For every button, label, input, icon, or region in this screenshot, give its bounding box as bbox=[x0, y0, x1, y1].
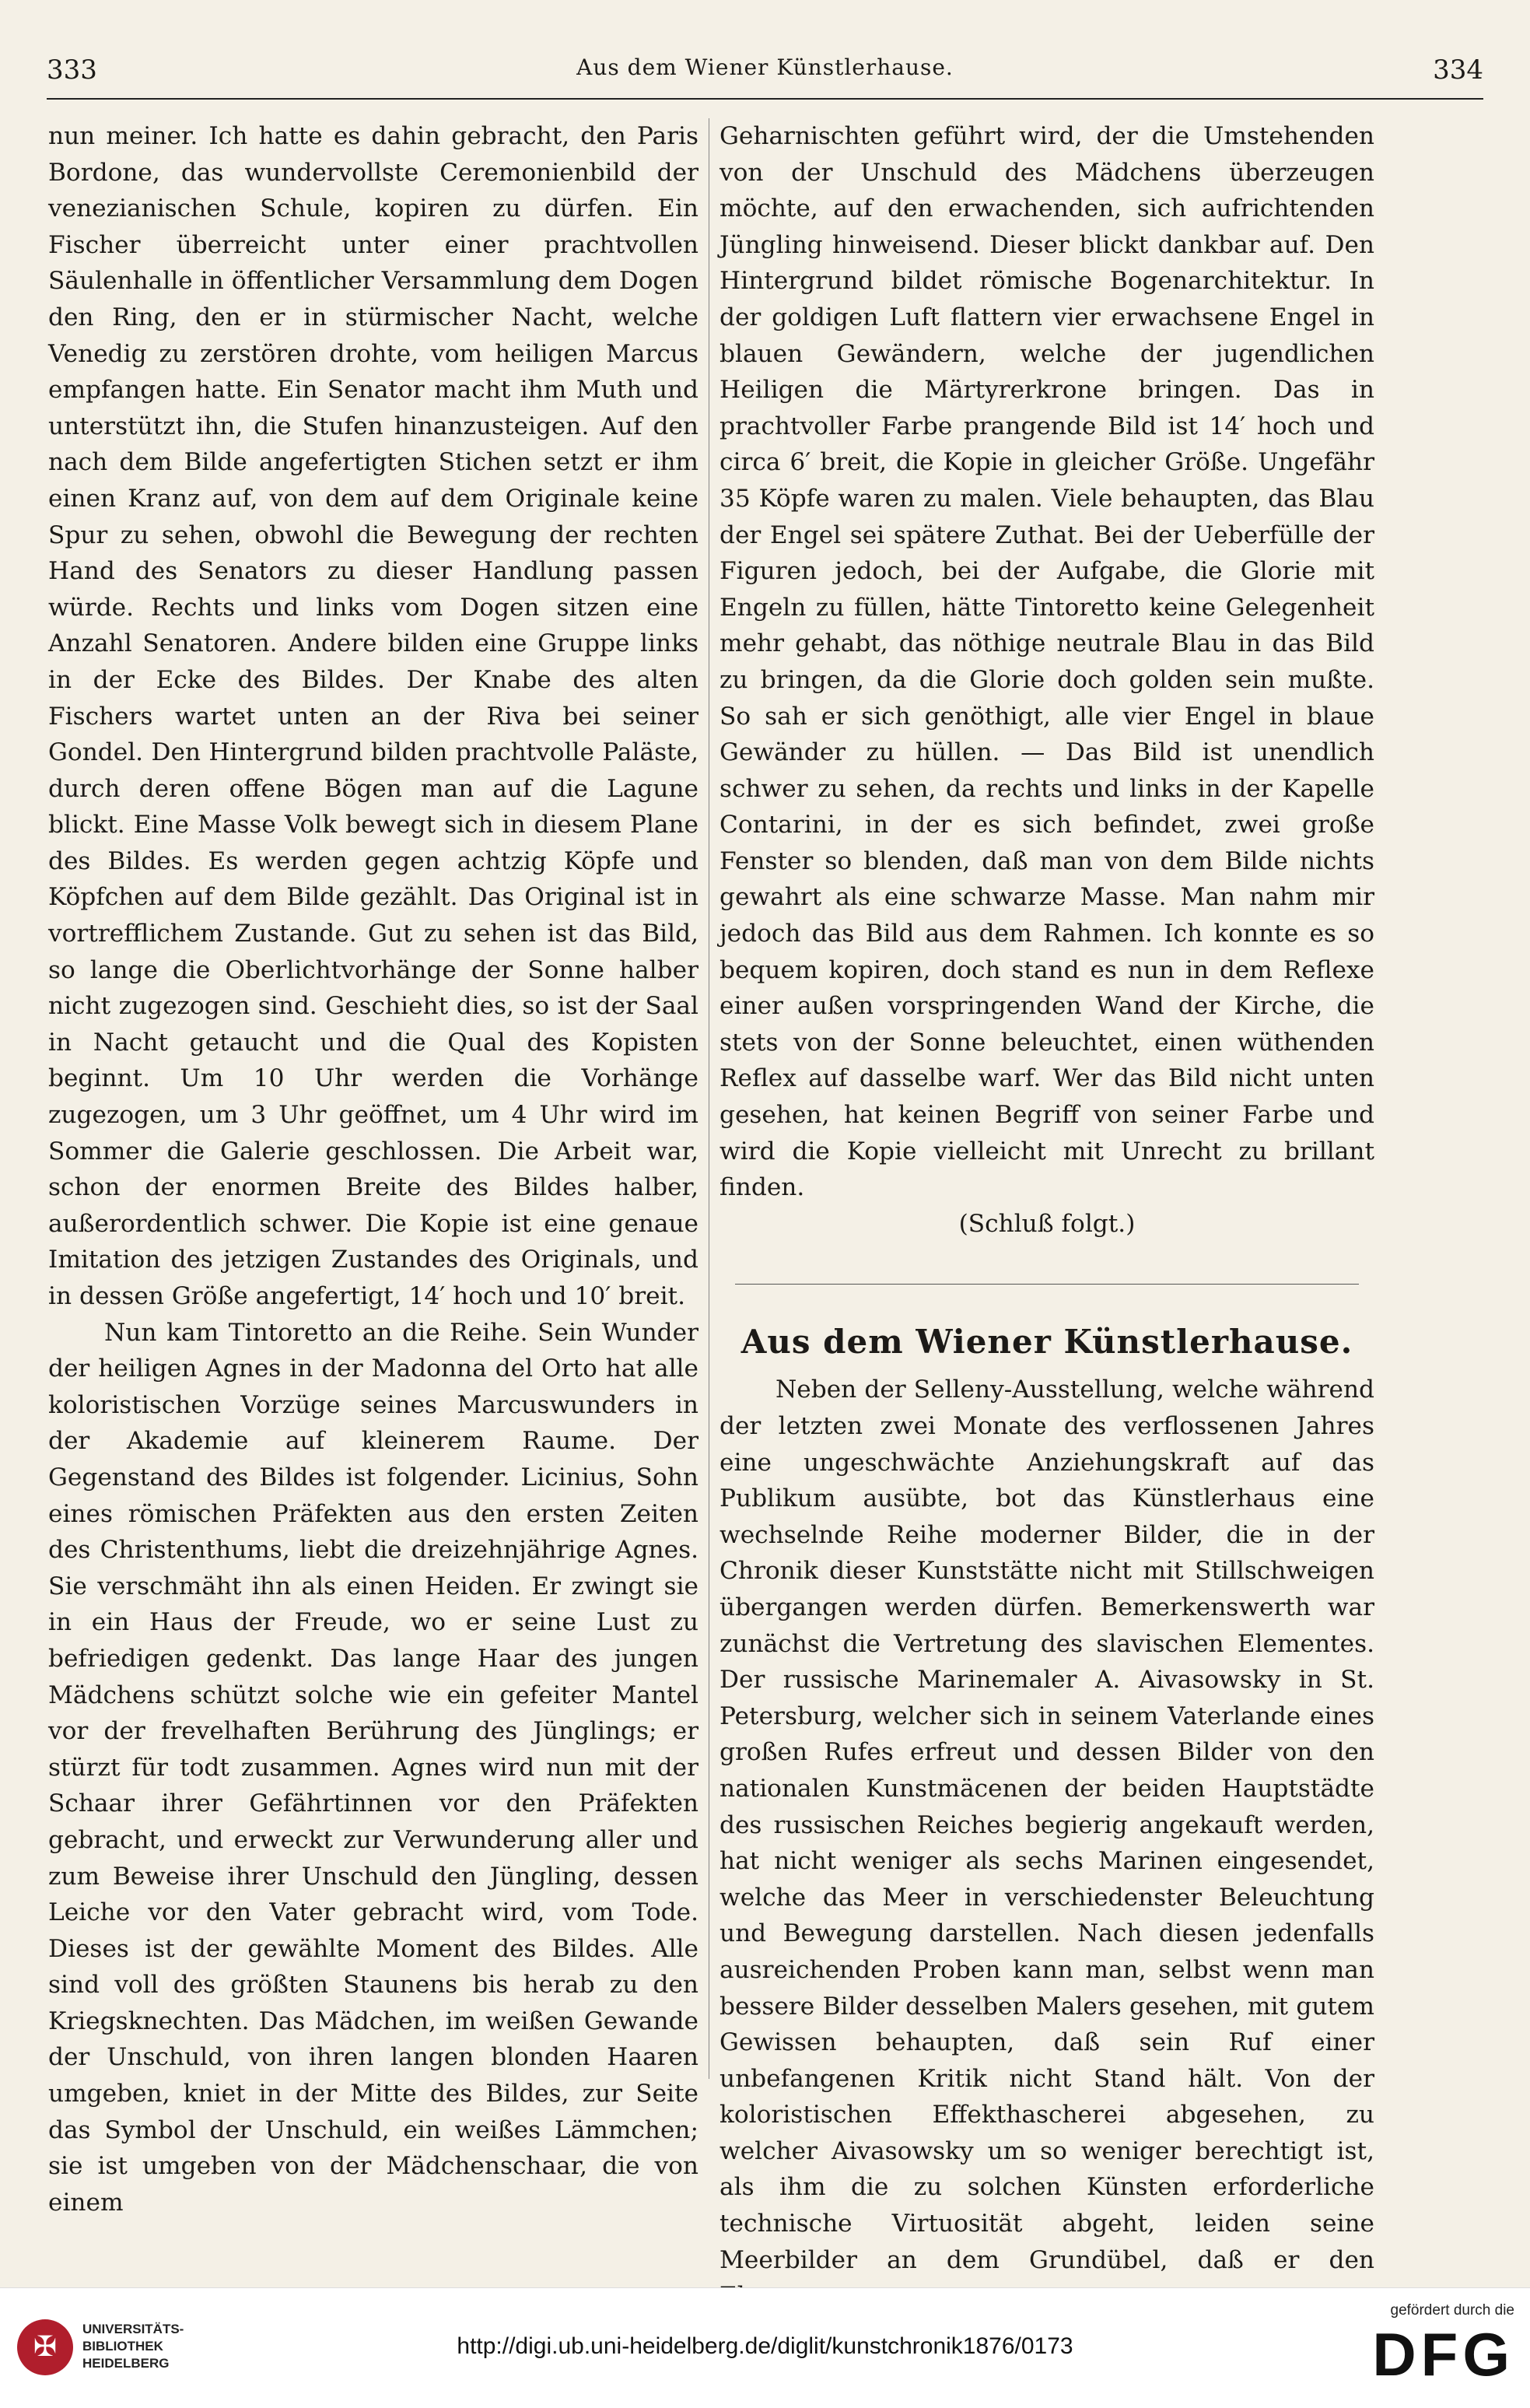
paragraph: Nun kam Tintoretto an die Reihe. Sein Wunder der heiligen Agnes in der Madonna del Orto hat alle koloristischen Vorzüge seines Marcuswunders in der Akademie auf kleinerem Raume. Der Gegenstand des Bildes ist folgender. Licinius, Sohn eines römischen Präfekten aus den ersten Zeiten des Christenthums, liebt die dreizehnjährige Agnes. Sie verschmäht ihn als einen Heiden. Er zwingt sie in ein Haus der Freude, wo er seine Lust zu befriedigen gedenkt. Das lange Haar des jungen Mädchens schützt solche wie ein gefeiter Mantel vor der frevelhaften Berührung des Jünglings; er stürzt für todt zusammen. Agnes wird nun mit der Schaar ihrer Gefährtinnen vor den Präfekten gebracht, und erweckt zur Verwunderung aller und zum Beweise ihrer Unschuld den Jüngling, dessen Leiche vor den Vater gebracht wird, vom Tode. Dieses ist der gewählte Moment des Bildes. Alle sind voll des größten Staunens bis herab zu den Kriegsknechten. Das Mädchen, im weißen Gewande der Unschuld, von ihren langen blonden Haaren umgeben, kniet in der Mitte des Bildes, zur Seite das Symbol der Unschuld, ein weißes Lämmchen; sie ist umgeben von der Mädchenschaar, die von einem bbox=[48, 1318, 698, 2217]
dfg-logo[interactable]: DFG bbox=[1372, 2320, 1514, 2389]
funder bbox=[1351, 2302, 1514, 2389]
source-url[interactable]: http://digi.ub.uni-heidelberg.de/diglit/kunstchronik1876/0173 bbox=[457, 2333, 1073, 2359]
page-number-left: 333 bbox=[47, 54, 97, 86]
funding-note: gefördert durch die bbox=[1390, 2302, 1514, 2319]
library-seal-icon: ✠ bbox=[17, 2319, 73, 2375]
closing-note: (Schluß folgt.) bbox=[958, 1209, 1136, 1238]
paragraph: nun meiner. Ich hatte es dahin gebracht, den Paris Bordone, das wundervollste Ceremonienbild der venezianischen Schule, kopiren zu dürfen. Ein Fischer überreicht unter einer prachtvollen Säulenhalle in öffentlicher Versammlung dem Dogen den Ring, den er in stürmischer Nacht, welche Venedig zu zerstören drohte, vom heiligen Marcus empfangen hatte. Ein Senator macht ihm Muth und unterstützt ihn, die Stufen hinanzusteigen. Auf den nach dem Bilde angefertigten Stichen setzt er ihm einen Kranz auf, von dem auf dem Originale keine Spur zu sehen, obwohl die Bewegung der rechten Hand des Senators zu dieser Handlung passen würde. Rechts und links vom Dogen sitzen eine Anzahl Senatoren. Andere bilden eine Gruppe links in der Ecke des Bildes. Der Knabe des alten Fischers wartet unten an der Riva bei seiner Gondel. Den Hintergrund bilden prachtvolle Paläste, durch deren offene Bögen man auf die Lagune blickt. Eine Masse Volk bewegt sich in diesem Plane des Bildes. Es werden gegen achtzig Köpfe und Köpfchen auf dem Bilde gezählt. Das Original ist in vortrefflichem Zustande. Gut zu sehen ist das Bild, so lange die Oberlichtvorhänge der Sonne halber nicht zugezogen sind. Geschieht dies, so ist der Saal in Nacht getaucht und die Qual des Kopisten beginnt. Um 10 Uhr werden die Vorhänge zugezogen, um 3 Uhr geöffnet, um 4 Uhr wird im Sommer die Galerie geschlossen. Die Arbeit war, schon der enormen Breite des Bildes halber, außerordentlich schwer. Die Kopie ist eine genaue Imitation des jetzigen Zustandes des Originals, und in dessen Größe angefertigt, 14′ hoch und 10′ breit. bbox=[48, 122, 698, 1310]
left-column bbox=[48, 118, 698, 2217]
library-name: UNIVERSITÄTS- BIBLIOTHEK HEIDELBERG bbox=[82, 2322, 184, 2371]
right-column bbox=[719, 118, 1374, 2274]
paragraph: Neben der Selleny-Ausstellung, welche während der letzten zwei Monate des verflossenen Jahres eine ungeschwächte Anziehungskraft auf das Publikum ausübte, bot das Künstlerhaus eine wechselnde Reihe moderner Bilder, die in der Chronik dieser Kunststätte nicht mit Stillschweigen übergangen werden dürfen. Bemerkenswerth war zunächst die Vertretung des slavischen Elementes. Der russische Marinemaler A. Aivasowsky in St. Petersburg, welcher sich in seinem Vaterlande eines großen Rufes erfreut und dessen Bilder von den nationalen Kunstmäcenen der beiden Hauptstädte des russischen Reiches begierig angekauft werden, hat nicht weniger als sechs Marinen eingesendet, welche das Meer in verschiedenster Beleuchtung und Bewegung darstellen. Nach diesen jedenfalls ausreichenden Proben kann man, selbst wenn man bessere Bilder desselben Malers gesehen, mit gutem Gewissen behaupten, daß sein Ruf einer unbefangenen Kritik nicht Stand hält. Von der koloristischen Effekthascherei abgesehen, zu welcher Aivasowsky um so weniger berechtigt ist, als ihm die zu solchen Künsten erforderliche technische Virtuosität abgeht, leiden seine Meerbilder an dem Grundübel, daß er den bbox=[719, 1376, 1374, 2274]
page-number-right: 334 bbox=[1433, 54, 1483, 86]
running-header bbox=[47, 54, 1483, 101]
running-title: Aus dem Wiener Künstlerhause. bbox=[576, 54, 954, 80]
viewer-footer bbox=[0, 2287, 1530, 2408]
article-title: Aus dem Wiener Künstlerhause. bbox=[740, 1323, 1353, 1362]
paragraph: Geharnischten geführt wird, der die Umstehenden von der Unschuld des Mädchens überzeugen möchte, auf den erwachenden, sich aufrichtenden Jüngling hinweisend. Dieser blickt dankbar auf. Den Hintergrund bildet römische Bogenarchitektur. In der goldigen Luft flattern vier erwachsene Engel in blauen Gewändern, welche der jugendlichen Heiligen die Märtyrerkrone bringen. Das in prachtvoller Farbe prangende Bild ist 14′ hoch und circa 6′ breit, die Kopie in gleicher Größe. Ungefähr 35 Köpfe waren zu malen. Viele behaupten, das Blau der Engel sei spätere Zuthat. Bei der Ueberfülle der Figuren jedoch, bei der Aufgabe, die Glorie mit Engeln zu füllen, hätte Tintoretto keine Gelegenheit mehr gehabt, das nöthige neutrale Blau in das Bild zu bringen, da die Glorie doch golden sein mußte. So sah er sich genöthigt, alle vier Engel in blaue Gewänder zu hüllen. — Das Bild ist unendlich schwer zu sehen, da rechts und links in der Kapelle Contarini, in der es sich befindet, zwei große Fenster so blenden, daß man von dem Bilde nichts gewahrt als eine schwarze Masse. Man nahm mir jedoch das Bild aus dem Rahmen. Ich konnte es so bequem kopiren, doch stand es nun in dem Reflexe einer außen vorspringenden Wand der Kirche, die stets von der Sonne beleuchtet, einen wüthenden Reflex auf dasselbe warf. Wer das Bild nicht unten gesehen, hat keinen Begriff von seiner Farbe und wird die Kopie vielleicht mit Unrecht zu brillant finden. bbox=[719, 122, 1374, 1202]
article-separator bbox=[735, 1284, 1359, 1285]
header-rule bbox=[47, 98, 1483, 100]
